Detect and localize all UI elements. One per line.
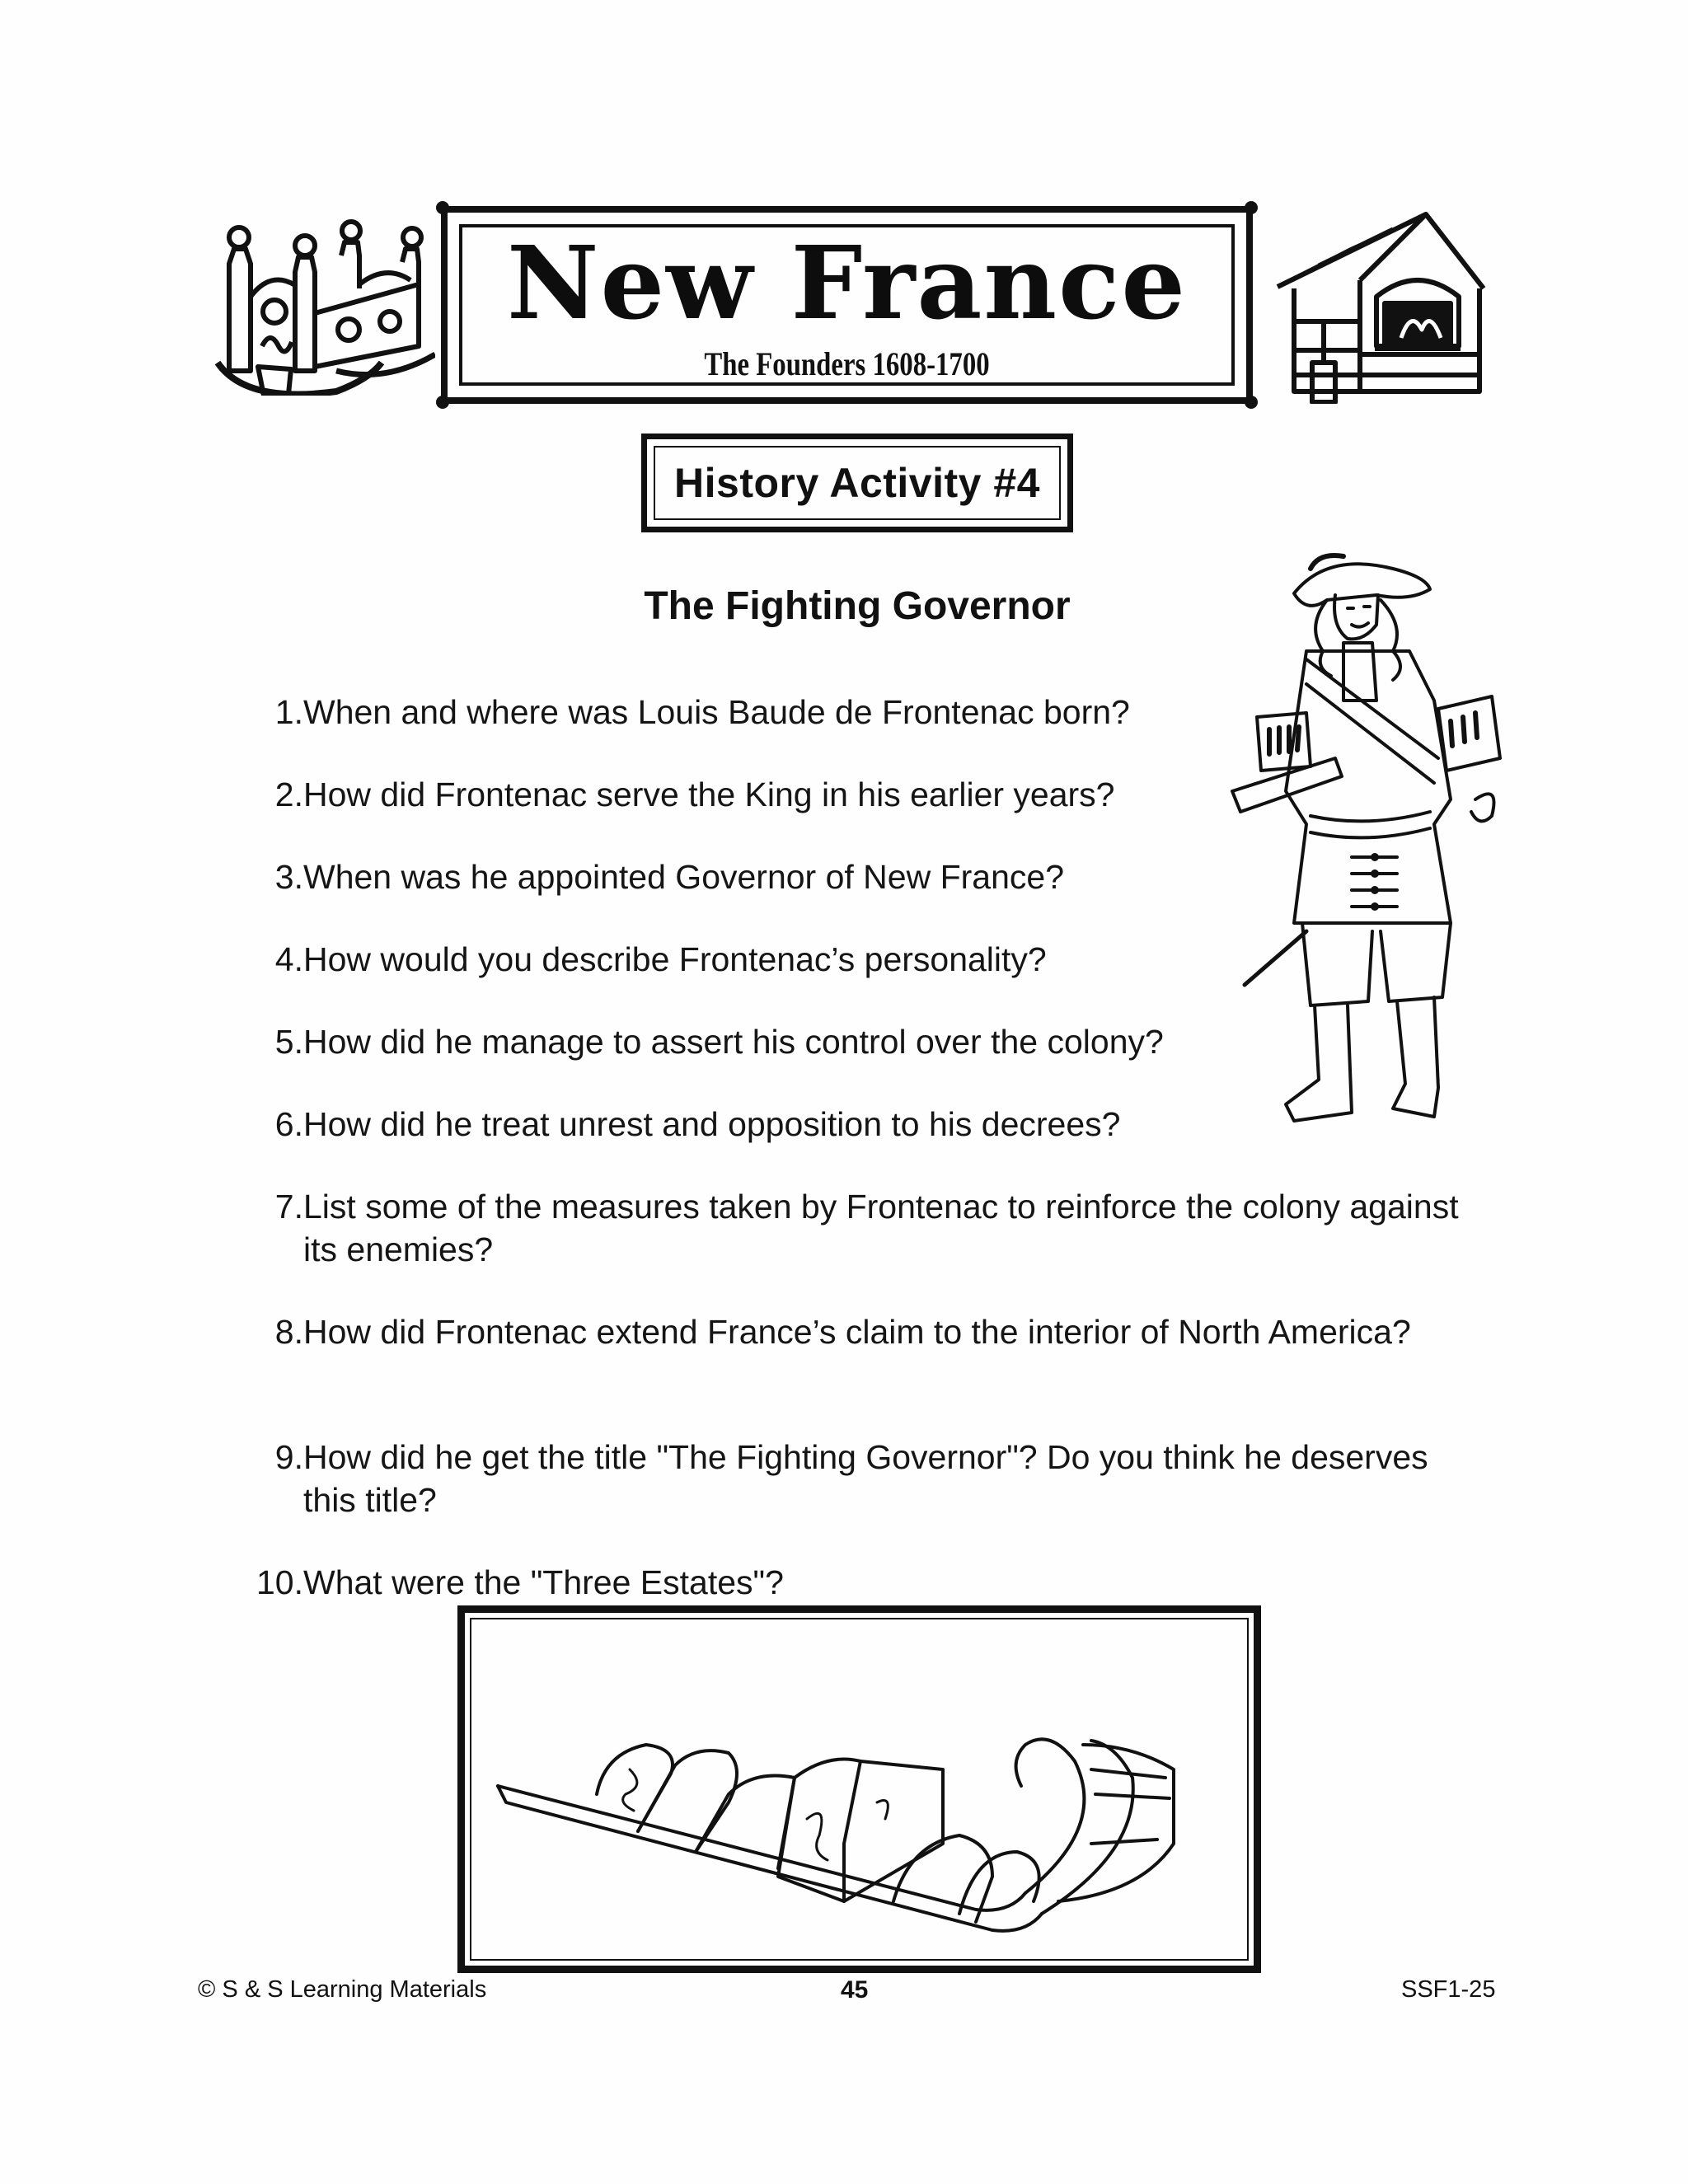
question-text: When and where was Louis Baude de Frontenac born? <box>303 693 1130 731</box>
question-text: List some of the measures taken by Frontenac to reinforce the colony against its enemies? <box>303 1188 1459 1268</box>
question-text: How did he get the title "The Fighting Governor"? Do you think he deserves this title? <box>303 1438 1428 1519</box>
question-text: How would you describe Frontenac’s personality? <box>303 940 1047 978</box>
question-number: 8. <box>274 1313 303 1351</box>
question-text: When was he appointed Governor of New France? <box>303 858 1065 896</box>
question-text: How did he manage to assert his control over the colony? <box>303 1023 1164 1061</box>
question-number: 5. <box>274 1023 303 1061</box>
activity-label-box <box>641 434 1073 532</box>
question-number: 2. <box>274 776 303 813</box>
question-number: 4. <box>274 940 303 978</box>
page-subtitle: The Founders 1608-1700 <box>704 345 990 382</box>
footer-product-code: SSF1-25 <box>1401 1976 1496 2003</box>
activity-label: History Activity #4 <box>654 446 1061 520</box>
question-number: 3. <box>274 858 303 896</box>
title-banner <box>441 206 1253 404</box>
footer-copyright: © S & S Learning Materials <box>198 1976 487 2003</box>
question-text: How did Frontenac serve the King in his earlier years? <box>303 776 1115 813</box>
question-number: 7. <box>274 1188 303 1226</box>
question-text: What were the "Three Estates"? <box>303 1563 784 1601</box>
page-title: New France <box>506 223 1188 342</box>
question-text: How did he treat unrest and opposition to his decrees? <box>303 1105 1121 1143</box>
cradle-illustration <box>213 206 435 396</box>
question-text: How did Frontenac extend France’s claim to the interior of North America? <box>303 1313 1411 1351</box>
question-number: 10. <box>256 1563 303 1601</box>
question-number: 1. <box>274 693 303 731</box>
toboggan-sled-illustration <box>457 1605 1261 1973</box>
question-number: 6. <box>274 1105 303 1143</box>
question-number: 9. <box>274 1438 303 1476</box>
bake-oven-illustration <box>1269 206 1492 404</box>
frontenac-portrait-illustration <box>1228 544 1508 1137</box>
section-title: The Fighting Governor <box>644 584 1071 628</box>
footer-page-number: 45 <box>841 1976 869 2004</box>
